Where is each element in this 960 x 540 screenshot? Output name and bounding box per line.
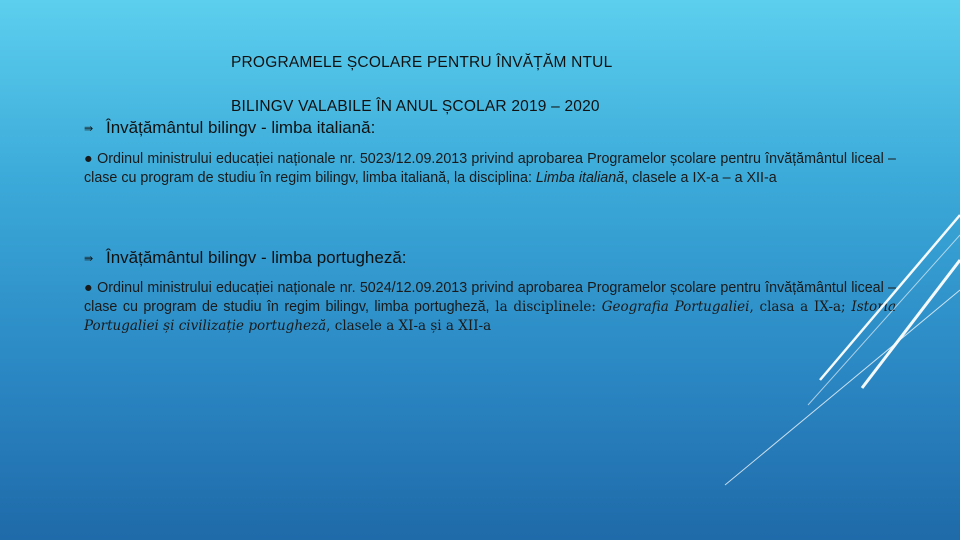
arrow-bullet-icon: ⇛ — [84, 122, 94, 135]
section-heading-portuguese — [84, 248, 407, 268]
para-serif-text-2: , clasa a IX-a; — [749, 299, 852, 315]
para-italic-text: Limba italiană — [535, 170, 625, 186]
para-italic-text-2: Istoria Portugaliei și civilizație portugheză — [84, 299, 897, 334]
para-serif-text-3: , clasele a XI-a și a XII-a — [326, 318, 492, 334]
para-text: ● Ordinul ministrului educației naționale nr. 5023/12.09.2013 privind aprobarea Programelor școlare pentru învățământul liceal – clase cu program de studiu în regim bilingv, limba italiană, la disciplina: — [84, 151, 896, 186]
para-text: ● Ordinul ministrului educației naționale nr. 5024/12.09.2013 privind aprobarea Programelor școlare pentru învățământul liceal – clase cu program de studiu în regim bilingv, limba portugheză, — [84, 280, 896, 315]
section-heading-italian — [84, 118, 375, 138]
title-line-1: PROGRAMELE ȘCOLARE PENTRU ÎNVĂȚĂM NTUL — [231, 54, 613, 71]
paragraph-italian — [84, 150, 896, 188]
para-serif-text-1: la disciplinele: — [489, 299, 602, 315]
paragraph-portuguese — [84, 279, 896, 336]
title-line-2: BILINGV VALABILE ÎN ANUL ȘCOLAR 2019 – 2020 — [231, 98, 600, 115]
para-italic-text-1: Geografia Portugaliei — [601, 299, 750, 315]
heading-text: Învățământul bilingv - limba portugheză: — [106, 248, 407, 267]
arrow-bullet-icon: ⇛ — [84, 252, 94, 265]
para-text-end: , clasele a IX-a – a XII-a — [624, 170, 777, 186]
heading-text: Învățământul bilingv - limba italiană: — [106, 118, 376, 137]
